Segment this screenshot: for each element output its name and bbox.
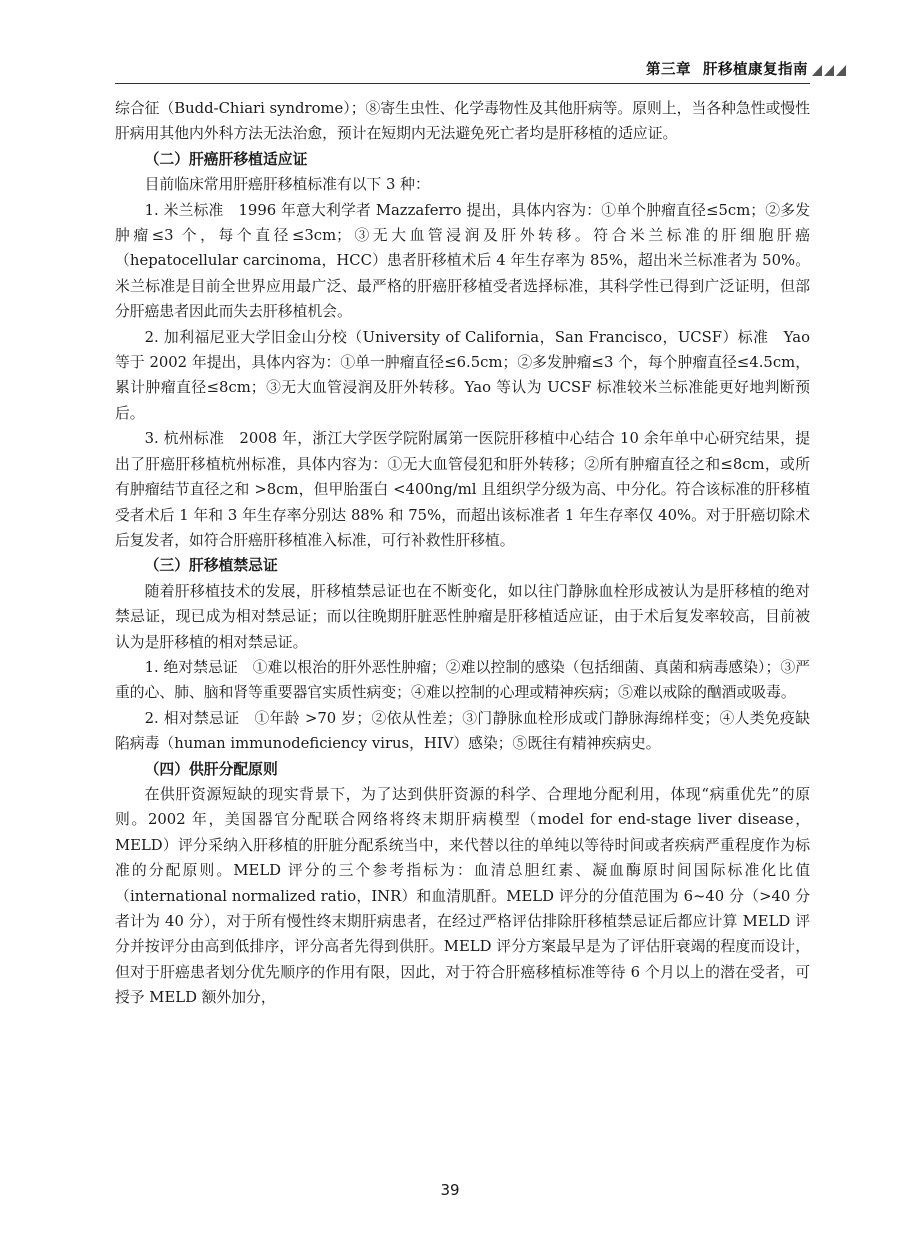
running-header xyxy=(0,56,900,86)
body-paragraph: 随着肝移植技术的发展，肝移植禁忌证也在不断变化，如以往门静脉血栓形成被认为是肝移植的绝对禁忌证，现已成为相对禁忌证；而以往晚期肝脏恶性肿瘤是肝移植适应证，由于术后复发率较高，目前被认为是肝移植的相对禁忌证。 xyxy=(115,582,810,651)
body-paragraph: 2. 加利福尼亚大学旧金山分校（University of California，San Francisco，UCSF）标准 Yao 等于 2002 年提出，具体内容为：①单一肿瘤直径≤6.5cm；②多发肿瘤≤3 个，每个肿瘤直径≤4.5cm，累计肿瘤直径≤8cm；③无大血管浸润及肝外转移。Yao 等认为 UCSF 标准较米兰标准能更好地判断预后。 xyxy=(115,328,810,422)
header-chapter: 第三章 xyxy=(646,62,691,78)
body-paragraph: 3. 杭州标准 2008 年，浙江大学医学院附属第一医院肝移植中心结合 10 余年单中心研究结果，提出了肝癌肝移植杭州标准，具体内容为：①无大血管侵犯和肝外转移；②所有肿瘤直径之和≤8cm，或所有肿瘤结节直径之和 >8cm，但甲胎蛋白 <400ng/ml 且组织学分级为高、中分化。符合该标准的肝移植受者术后 1 年和 3 年生存率分别达 88% 和 75%，而超出该标准者 1 年生存率仅 40%。对于肝癌切除术后复发者，如符合肝癌肝移植准入标准，可行补救性肝移植。 xyxy=(115,430,810,549)
body-paragraph: 1. 米兰标准 1996 年意大利学者 Mazzaferro 提出，具体内容为：①单个肿瘤直径≤5cm；②多发肿瘤≤3 个，每个直径≤3cm；③无大血管浸润及肝外转移。符合米兰标准的肝细胞肝癌（hepatocellular carcinoma，HCC）患者肝移植术后 4 年生存率为 85%，超出米兰标准者为 50%。米兰标准是目前全世界应用最广泛、最严格的肝癌肝移植受者选择标准，其科学性已得到广泛证明，但部分肝癌患者因此而失去肝移植机会。 xyxy=(115,201,810,321)
body-paragraph: 1. 绝对禁忌证 ①难以根治的肝外恶性肿瘤；②难以控制的感染（包括细菌、真菌和病毒感染）；③严重的心、肺、脑和肾等重要器官实质性病变；④难以控制的心理或精神疾病；⑤难以戒除的酗酒或吸毒。 xyxy=(115,658,810,702)
body-paragraph: 在供肝资源短缺的现实背景下，为了达到供肝资源的科学、合理地分配利用，体现“病重优先”的原则。2002 年，美国器官分配联合网络将终末期肝病模型（model for end-stage liver disease，MELD）评分采纳入肝移植的肝脏分配系统当中，来代替以往的单纯以等待时间或者疾病严重程度作为标准的分配原则。MELD 评分的三个参考指标为：血清总胆红素、凝血酶原时间国际标准化比值（international normalized ratio，INR）和血清肌酐。MELD 评分的分值范围为 6~40 分（>40 分者计为 40 分），对于所有慢性终末期肝病患者，在经过严格评估排除肝移植禁忌证后都应计算 MELD 评分并按评分由高到低排序，评分高者先得到供肝。MELD 评分方案最早是为了评估肝衰竭的程度而设计，但对于肝癌患者划分优先顺序的作用有限，因此，对于符合肝癌移植标准等待 6 个月以上的潜在受者，可授予 MELD 额外加分， xyxy=(115,785,810,1007)
body-paragraph: 综合征（Budd-Chiari syndrome）；⑧寄生虫性、化学毒物性及其他肝病等。原则上，当各种急性或慢性肝病用其他内外科方法无法治愈，预计在短期内无法避免死亡者均是肝移植的适应证。 xyxy=(115,100,810,143)
header-triangles-icon xyxy=(812,63,848,77)
header-title xyxy=(646,58,808,79)
body-paragraph: 2. 相对禁忌证 ①年龄 >70 岁；②依从性差；③门静脉血栓形成或门静脉海绵样变；④人类免疫缺陷病毒（human immunodeficiency virus，HIV）感染；⑤既往有精神疾病史。 xyxy=(115,709,810,753)
body-paragraph: 目前临床常用肝癌肝移植标准有以下 3 种： xyxy=(144,176,430,194)
section-heading: （四）供肝分配原则 xyxy=(144,760,278,778)
page-body xyxy=(115,96,810,1011)
header-book-title: 肝移植康复指南 xyxy=(703,62,808,78)
section-heading: （二）肝癌肝移植适应证 xyxy=(144,150,308,168)
header-divider xyxy=(115,83,810,84)
page-number: 39 xyxy=(440,1181,460,1199)
section-heading: （三）肝移植禁忌证 xyxy=(144,557,278,575)
